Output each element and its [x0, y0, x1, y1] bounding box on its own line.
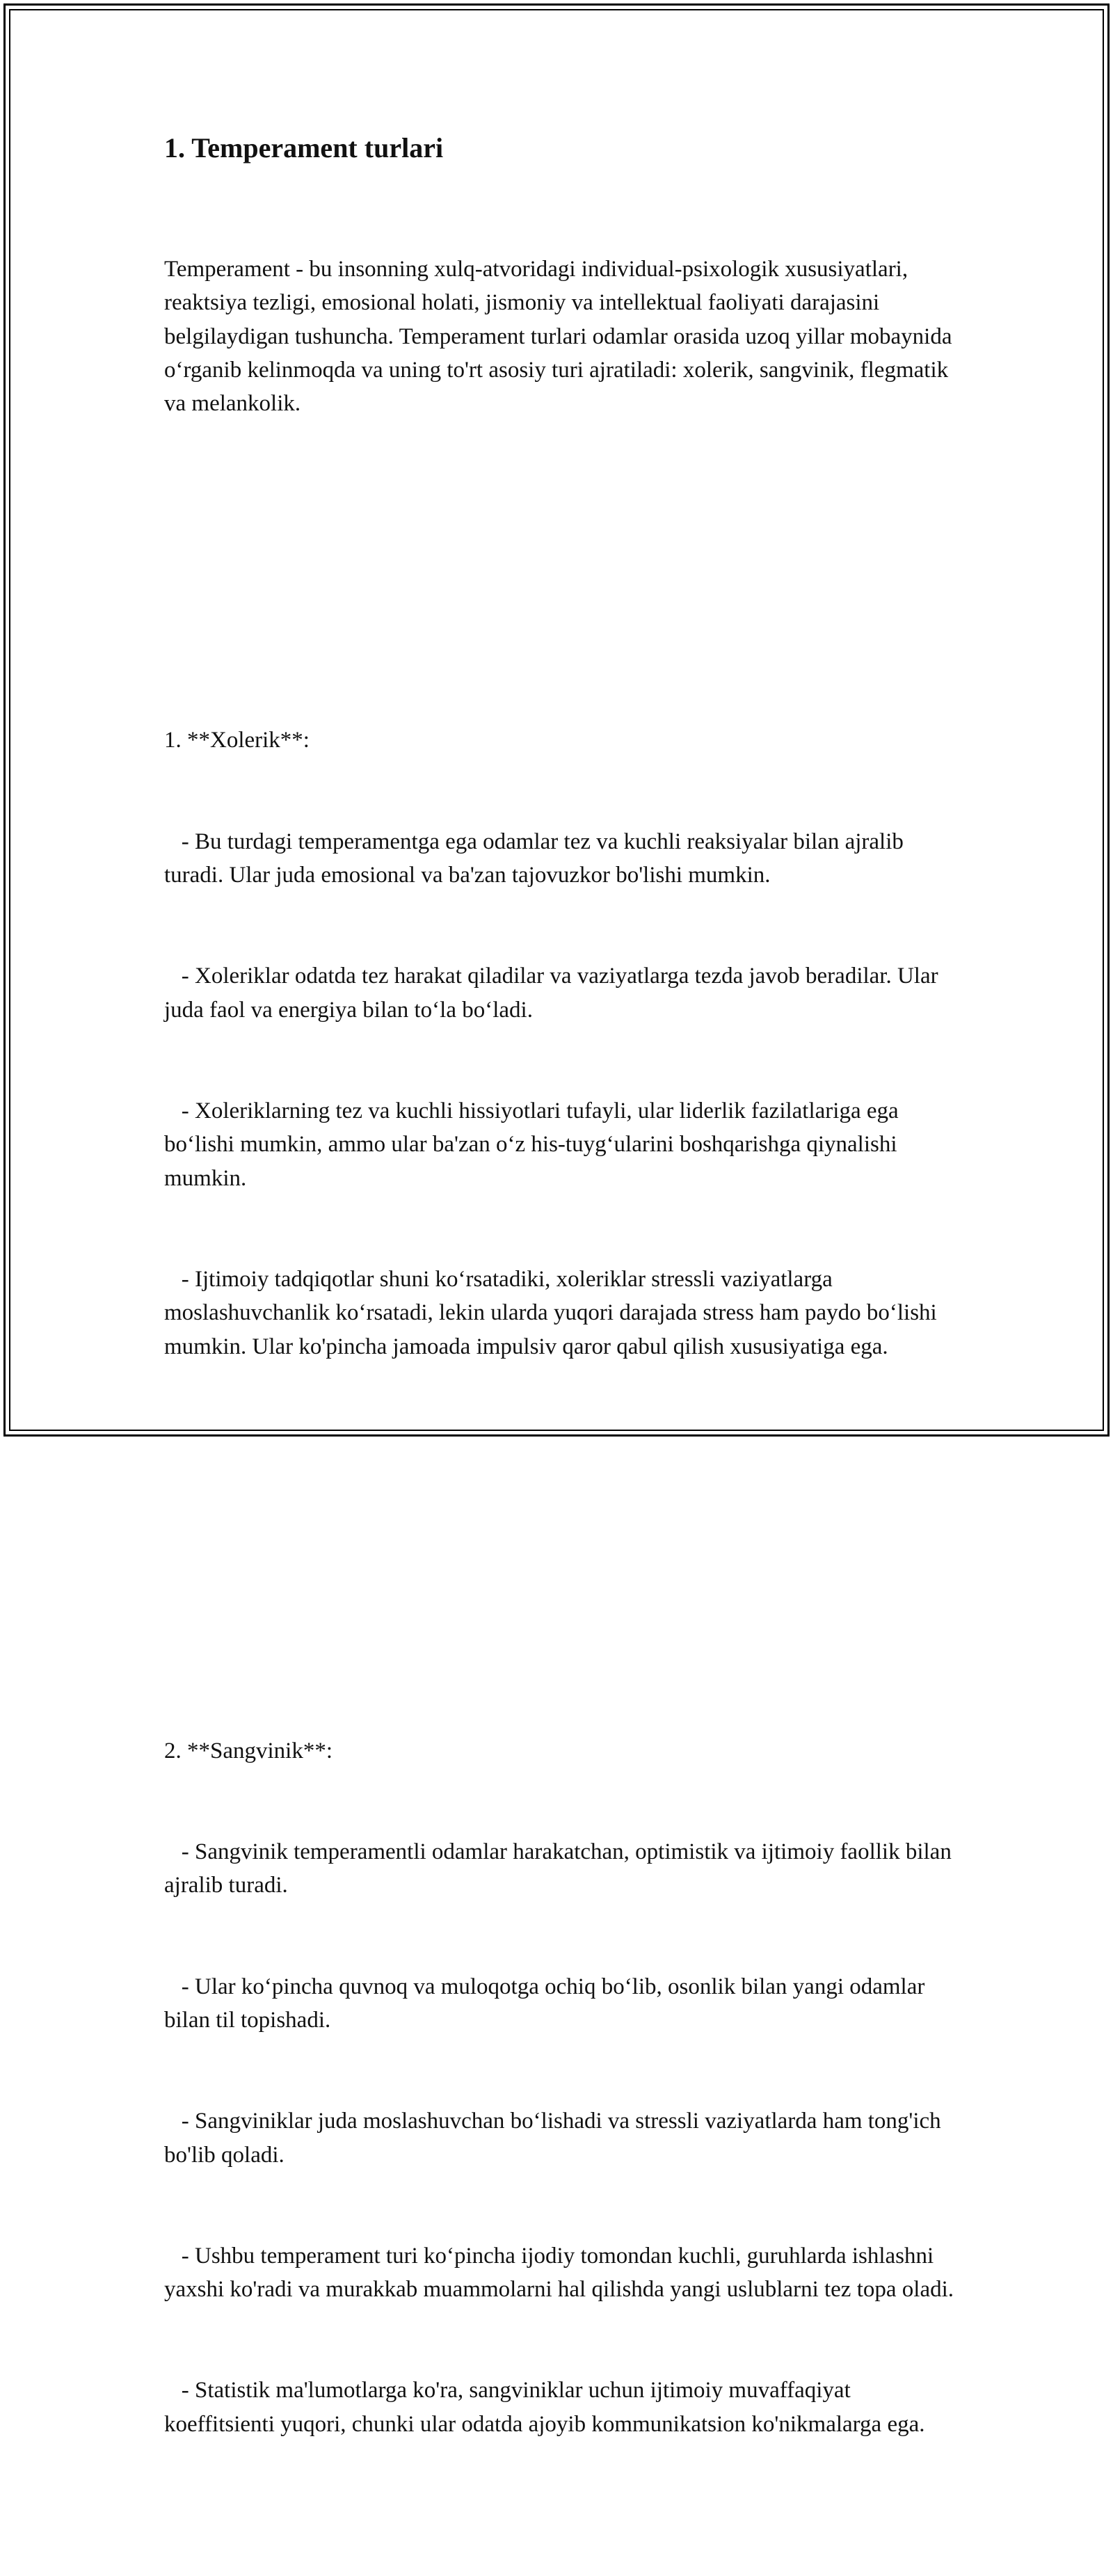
- bullet-item: - Ular koʻpincha quvnoq va muloqotga ochiq boʻlib, osonlik bilan yangi odamlar bilan til topishadi.: [164, 1974, 931, 2033]
- bullet-item: - Bu turdagi temperamentga ega odamlar tez va kuchli reaksiyalar bilan ajralib turadi. Ular juda emosional va ba'zan tajovuzkor bo'lishi mumkin.: [164, 829, 910, 888]
- document-body: [164, 185, 964, 2576]
- bullet-item: - Xoleriklarning tez va kuchli hissiyotlari tufayli, ular liderlik fazilatlariga ega boʻlishi mumkin, ammo ular ba'zan oʻz his-tuygʻularini boshqarishga qiynalishi mumkin.: [164, 1098, 904, 1191]
- intro-paragraph: Temperament - bu insonning xulq-atvoridagi individual-psixologik xususiyatlari, reaktsiya tezligi, emosional holati, jismoniy va intellektual faoliyati darajasini belgilaydigan tushuncha. Temperament turlari odamlar orasida uzoq yillar mobaynida oʻrganib kelinmoqda va uning to'rt asosiy turi ajratiladi: xolerik, sangvinik, flegmatik va melankolik.: [164, 256, 958, 417]
- bullet-item: - Ijtimoiy tadqiqotlar shuni koʻrsatadiki, xoleriklar stressli vaziyatlarga moslashuvchanlik koʻrsatadi, lekin ularda yuqori darajada stress ham paydo boʻlishi mumkin. Ular ko'pincha jamoada impulsiv qaror qabul qilish xususiyatiga ega.: [164, 1266, 943, 1359]
- bullet-item: - Sangvinik temperamentli odamlar harakatchan, optimistik va ijtimoiy faollik bilan ajralib turadi.: [164, 1839, 958, 1898]
- bullet-item: - Statistik ma'lumotlarga ko'ra, sangviniklar uchun ijtimoiy muvaffaqiyat koeffitsienti yuqori, chunki ular odatda ajoyib kommunikatsion ko'nikmalarga ega.: [164, 2378, 925, 2437]
- spacer: [164, 1532, 964, 1565]
- section-xolerik: [164, 657, 964, 1431]
- section-sangvinik: [164, 1667, 964, 2509]
- section-heading: 1. **Xolerik**:: [164, 728, 310, 753]
- document-page: [164, 129, 964, 2576]
- section-heading: 2. **Sangvinik**:: [164, 1738, 333, 1763]
- bullet-item: - Ushbu temperament turi koʻpincha ijodiy tomondan kuchli, guruhlarda ishlashni yaxshi ko'radi va murakkab muammolarni hal qilishda yangi uslublarni tez topa oladi.: [164, 2243, 954, 2303]
- bullet-item: - Xoleriklar odatda tez harakat qiladilar va vaziyatlarga tezda javob beradilar. Ular juda faol va energiya bilan toʻla boʻladi.: [164, 963, 944, 1023]
- spacer: [164, 522, 964, 555]
- bullet-item: - Sangviniklar juda moslashuvchan boʻlishadi va stressli vaziyatlarda ham tong'ich bo'lib qoladi.: [164, 2109, 947, 2168]
- document-title: 1. Temperament turlari: [164, 132, 444, 163]
